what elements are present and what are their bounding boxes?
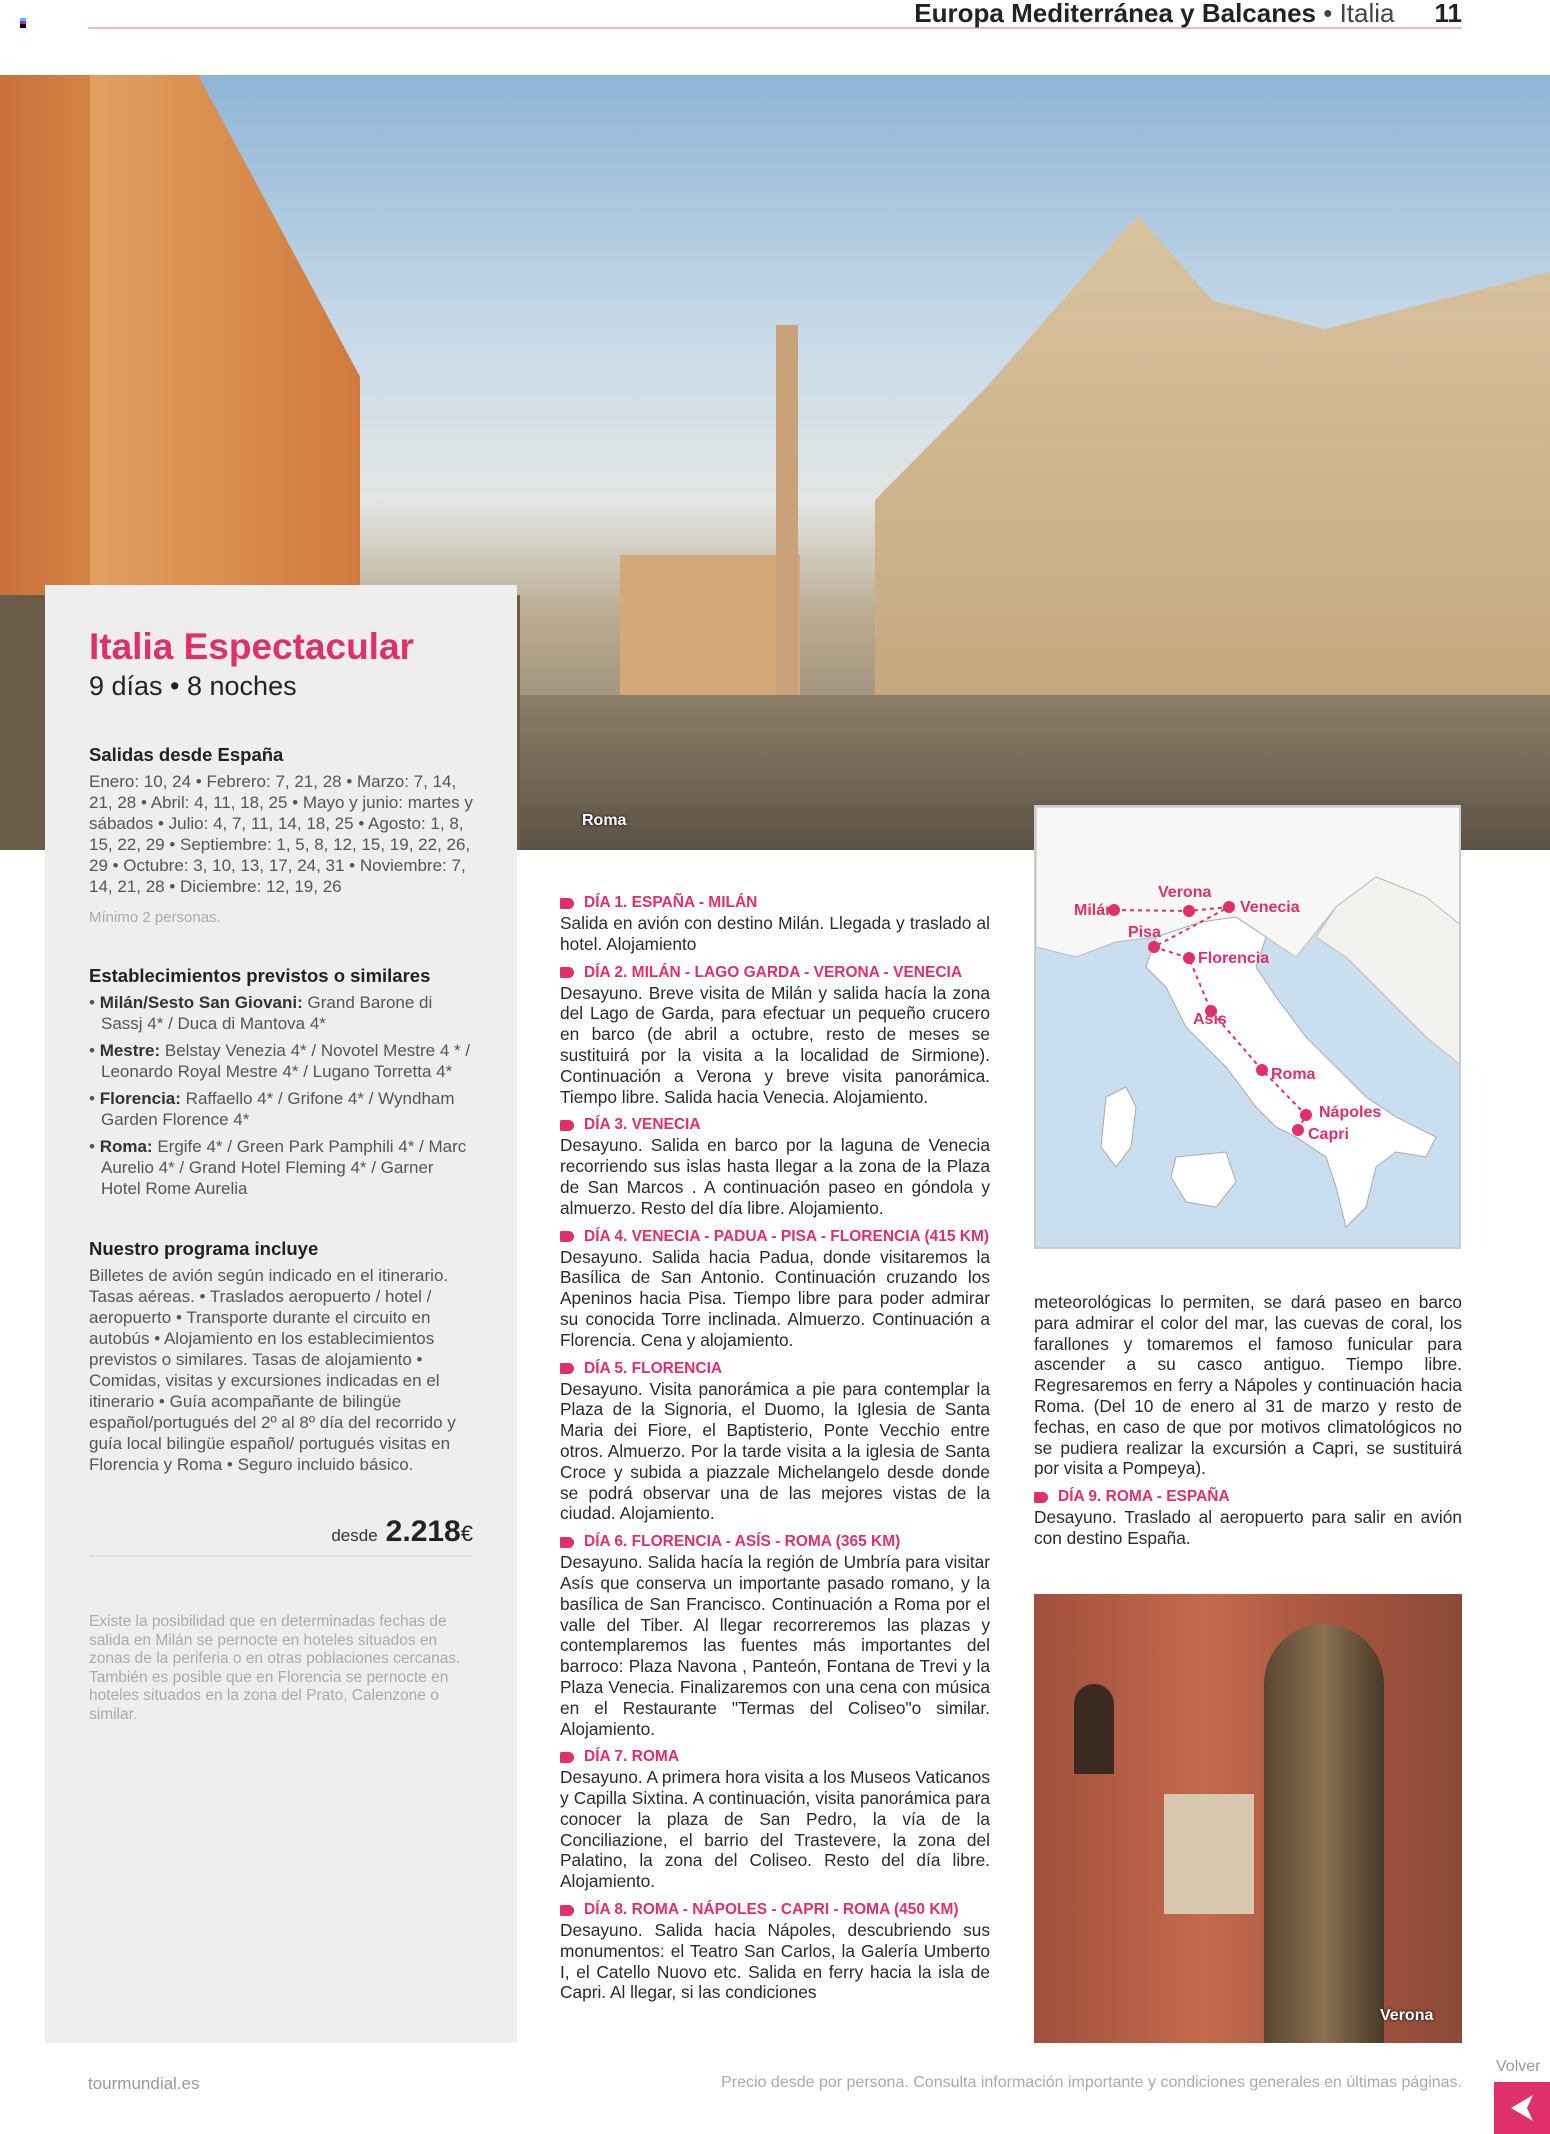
back-label: Volver xyxy=(1496,2058,1541,2075)
map-label: Asis xyxy=(1193,1011,1227,1028)
hotel-item: • Mestre: Belstay Venezia 4* / Novotel Mestre 4 * / Leonardo Royal Mestre 4* / Lugano Torretta 4* xyxy=(89,1041,471,1081)
bullet-icon xyxy=(560,898,574,909)
day-title: DÍA 5. FLORENCIA xyxy=(584,1359,723,1377)
map-label: Pisa xyxy=(1128,924,1161,941)
day-text: meteorológicas lo permiten, se dará paseo en barco para admirar el color del mar, las cuevas de coral, los farallones y tomaremos el famoso funicular para ascender a su casco antiguo. Tiempo libre. Regresaremos en ferry a Nápoles y continuación hacia Roma. (Del 10 de enero al 31 de marzo y resto de fechas, en caso de que por motivos climatológicos no se pudiera realizar la excursión a Capri, se sustituirá por visita a Pompeya). xyxy=(1034,1292,1462,1479)
hotel-item: • Roma: Ergife 4* / Green Park Pamphili 4* / Marc Aurelio 4* / Grand Hotel Fleming 4* / Garner Hotel Rome Aurelia xyxy=(89,1137,467,1198)
hotel-names: Belstay Venezia 4* / Novotel Mestre 4 * / Leonardo Royal Mestre 4* / Lugano Torretta 4* xyxy=(101,1041,471,1081)
page-number: 11 xyxy=(1434,0,1462,28)
itinerary-day xyxy=(560,1359,990,1525)
itinerary-day-continued xyxy=(1034,1292,1462,1479)
hotels-heading: Establecimientos previstos o similares xyxy=(89,965,431,986)
itinerary-column-2 xyxy=(1034,1292,1462,1557)
hotel-names: Grand Barone di Sassj 4* / Duca di Mantova 4* xyxy=(101,993,433,1033)
day-text: Desayuno. Salida hacia Nápoles, descubriendo sus monumentos: el Teatro San Carlos, la Galería Umberto I, el Catello Nuovo etc. Salida en ferry hacia la isla de Capri. Al llegar, si las condiciones xyxy=(560,1920,990,2003)
page-header xyxy=(914,0,1462,29)
itinerary-day xyxy=(560,1532,990,1739)
price-currency: € xyxy=(460,1521,473,1546)
bullet-icon xyxy=(560,1752,574,1763)
section-title: Europa Mediterránea y Balcanes xyxy=(914,0,1317,28)
day-title: DÍA 4. VENECIA - PADUA - PISA - FLORENCIA (415 KM) xyxy=(584,1227,990,1245)
hotel-item: • Milán/Sesto San Giovani: Grand Barone di Sassj 4* / Duca di Mantova 4* xyxy=(89,993,433,1033)
day-title: DÍA 2. MILÁN - LAGO GARDA - VERONA - VENECIA xyxy=(584,963,963,981)
hotels-list xyxy=(89,992,473,1199)
map-label: Milán xyxy=(1074,902,1115,919)
trip-duration: 9 días • 8 noches xyxy=(89,671,297,701)
departures-heading: Salidas desde España xyxy=(89,744,284,765)
day-text: Salida en avión con destino Milán. Llegada y traslado al hotel. Alojamiento xyxy=(560,913,990,954)
itinerary-day xyxy=(560,1227,990,1351)
day-text: Desayuno. Salida hacia Padua, donde visitaremos la Basílica de San Antonio. Continuación cruzando los Apeninos hacia Pisa. Tiempo libre para poder admirar su conocida Torre inclinada. Almuerzo. Continuación a Florencia. Cena y alojamiento. xyxy=(560,1246,990,1350)
hotel-names: Ergife 4* / Green Park Pamphili 4* / Marc Aurelio 4* / Grand Hotel Fleming 4* / Garner Hotel Rome Aurelia xyxy=(101,1137,467,1198)
map-label: Nápoles xyxy=(1319,1104,1382,1121)
day-title: DÍA 3. VENECIA xyxy=(584,1116,701,1134)
hotel-city: Mestre: xyxy=(99,1041,161,1060)
hotel-city: Florencia: xyxy=(99,1089,181,1108)
trip-title: Italia Espectacular xyxy=(89,626,414,667)
price-value: 2.218 xyxy=(385,1515,461,1548)
price-block xyxy=(89,1515,473,1557)
footer-disclaimer: Precio desde por persona. Consulta información importante y condiciones generales en últimas páginas. xyxy=(721,2074,1462,2091)
itinerary-day xyxy=(560,1747,990,1892)
day-title: DÍA 9. ROMA - ESPAÑA xyxy=(1058,1488,1230,1506)
day-text: Desayuno. A primera hora visita a los Museos Vaticanos y Capilla Sixtina. A continuación, visita panorámica para conocer la plaza de San Pedro, la vía de la Conciliazione, el barrio del Trastevere, la zona del Palatino, la zona del Coliseo. Resto del día libre. Alojamiento. xyxy=(560,1767,991,1892)
itinerary-day xyxy=(560,1115,990,1218)
country-label: Italia xyxy=(1339,0,1395,28)
verona-photo xyxy=(1034,1594,1462,2043)
includes-heading: Nuestro programa incluye xyxy=(89,1238,319,1259)
departures-text: Enero: 10, 24 • Febrero: 7, 21, 28 • Marzo: 7, 14, 21, 28 • Abril: 4, 11, 18, 25 • Mayo y junio: martes y sábados • Julio: 4, 7, 11, 14, 18, 25 • Agosto: 1, 8, 15, 22, 29 • Septiembre: 1, 5, 8, 12, 15, 19, 22, 26, 29 • Octubre: 3, 10, 13, 17, 24, 31 • Noviembre: 7, 14, 21, 28 • Diciembre: 12, 19, 26 xyxy=(89,772,473,896)
price-prefix: desde xyxy=(331,1526,378,1545)
day-text: Desayuno. Breve visita de Milán y salida hacía la zona del Lago de Garda, para efectuar un pequeño crucero en barco (de abril a octubre, resto de meses se sustituirá por la visita a la localidad de Sirmione). Continuación a Verona y breve visita panorámica. Tiempo libre. Salida hacia Venecia. Alojamiento. xyxy=(560,982,990,1107)
day-title: DÍA 7. ROMA xyxy=(584,1748,680,1766)
bullet-icon xyxy=(560,1905,574,1916)
bullet-icon xyxy=(560,1231,574,1242)
footer-site[interactable]: tourmundial.es xyxy=(88,2074,200,2093)
print-marks xyxy=(20,18,26,28)
hotel-item: • Florencia: Raffaello 4* / Grifone 4* / Wyndham Garden Florence 4* xyxy=(89,1089,455,1129)
accommodation-note: Existe la posibilidad que en determinadas fechas de salida en Milán se pernocte en hoteles situados en zonas de la periferia o en otras poblaciones cercanas. También es posible que en Florencia se pernocte en hoteles situados en la zona del Prato, Calenzone o similar. xyxy=(89,1613,461,1723)
minimum-note: Mínimo 2 personas. xyxy=(89,909,221,926)
verona-caption: Verona xyxy=(1380,2007,1434,2024)
map-label: Verona xyxy=(1158,884,1212,901)
itinerary-day xyxy=(560,1900,990,2003)
bullet-icon xyxy=(560,967,574,978)
hotel-names: Raffaello 4* / Grifone 4* / Wyndham Garden Florence 4* xyxy=(101,1089,455,1129)
day-text: Desayuno. Salida hacía la región de Umbría para visitar Asís que conserva un importante pasado romano, y la basílica de San Francisco. Continuación a Roma por el valle del Tiber. Al llegar recorreremos las plazas y contemplaremos las fuentes más importantes del barroco: Plaza Navona , Panteón, Fontana de Trevi y la Plaza Venecia. Finalizaremos con una cena con música en el Restaurante "Termas del Coliseo"o similar. Alojamiento. xyxy=(560,1552,990,1739)
itinerary-day xyxy=(1034,1487,1462,1549)
hotel-city: Milán/Sesto San Giovani: xyxy=(99,993,303,1012)
includes-text: Billetes de avión según indicado en el itinerario. Tasas aéreas. • Traslados aeropuerto / hotel / aeropuerto • Transporte durante el circuito en autobús • Alojamiento en los establecimientos previstos o similares. Tasas de alojamiento • Comidas, visitas y excursiones indicadas en el itinerario • Guía acompañante de bilingüe español/portugués del 2º al 8º día del recorrido y guía local bilingüe español/ portugués visitas en Florencia y Roma • Seguro incluido básico. xyxy=(89,1266,456,1474)
hotel-city: Roma: xyxy=(99,1137,153,1156)
map-label: Roma xyxy=(1271,1066,1316,1083)
back-button[interactable] xyxy=(1494,2082,1550,2134)
trip-summary-panel xyxy=(45,585,517,2043)
map-label: Capri xyxy=(1308,1126,1349,1143)
hero-caption: Roma xyxy=(582,812,627,829)
map-label: Florencia xyxy=(1198,950,1270,967)
day-text: Desayuno. Traslado al aeropuerto para salir en avión con destino España. xyxy=(1034,1507,1462,1548)
bullet-icon xyxy=(560,1537,574,1548)
bullet-icon xyxy=(560,1363,574,1374)
separator: • xyxy=(1316,0,1340,28)
map-label: Venecia xyxy=(1240,899,1300,916)
day-title: DÍA 6. FLORENCIA - ASÍS - ROMA (365 KM) xyxy=(584,1533,901,1551)
itinerary-column-1 xyxy=(560,893,990,2011)
day-title: DÍA 8. ROMA - NÁPOLES - CAPRI - ROMA (450 KM) xyxy=(584,1901,959,1919)
bullet-icon xyxy=(560,1120,574,1131)
day-text: Desayuno. Visita panorámica a pie para contemplar la Plaza de la Signoria, el Duomo, la Iglesia de Santa Maria dei Fiore, el Baptisterio, Ponte Vecchio entre otros. Almuerzo. Por la tarde visita a la iglesia de Santa Croce y subida a piazzale Michelangelo desde donde se podrá observar una de las mejores vistas de la ciudad. Alojamiento. xyxy=(560,1378,990,1524)
itinerary-day xyxy=(560,893,990,955)
chevron-left-icon xyxy=(1509,2093,1535,2123)
day-text: Desayuno. Salida en barco por la laguna de Venecia recorriendo sus islas hasta llegar a la zona de la Plaza de San Marcos . A continuación paseo en góndola y almuerzo. Resto del día libre. Alojamiento. xyxy=(560,1135,990,1218)
route-map xyxy=(1034,805,1461,1249)
bullet-icon xyxy=(1034,1492,1048,1503)
itinerary-day xyxy=(560,963,990,1108)
day-title: DÍA 1. ESPAÑA - MILÁN xyxy=(584,894,758,911)
